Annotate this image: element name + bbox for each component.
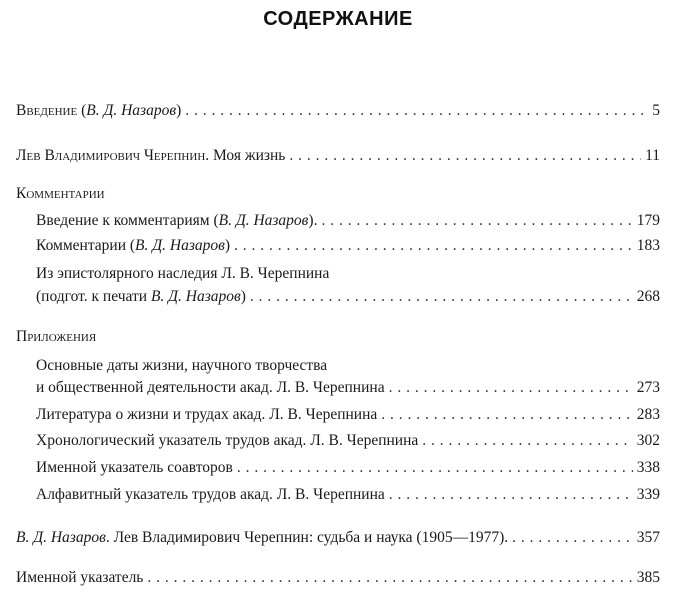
section-heading-comments: Комментарии [16, 185, 105, 202]
entry-author: В. Д. Назаров [135, 237, 225, 254]
toc-entry-name-index[interactable] [16, 567, 660, 589]
toc-entry-chronological-index[interactable] [36, 430, 660, 452]
page-title: СОДЕРЖАНИЕ [263, 8, 413, 30]
toc-entry-label: Литература о жизни и трудах акад. Л. В. Черепнина [36, 406, 378, 423]
toc-entry-letters[interactable] [36, 286, 660, 308]
toc-entry-comments[interactable] [36, 235, 660, 257]
toc-entry-label: Алфавитный указатель трудов акад. Л. В. Черепнина [36, 486, 385, 503]
intro-paren-open: ( [77, 102, 87, 119]
toc-page-number: 283 [636, 406, 660, 423]
intro-paren-close: ) [176, 102, 182, 119]
toc-entry-dates[interactable] [36, 377, 660, 399]
toc-entry-nazarov-essay[interactable] [16, 527, 660, 549]
entry-label: Введение к комментариям ( [36, 212, 219, 229]
toc-page-number: 268 [636, 288, 660, 305]
entry-author: В. Д. Назаров [16, 529, 106, 546]
toc-entry-label [36, 235, 230, 257]
dot-leader [289, 145, 641, 167]
toc-page-number: 11 [645, 147, 660, 164]
my-life-author: Лев Владимирович Черепнин [16, 147, 206, 164]
dot-leader [237, 457, 633, 479]
toc-entry-label [16, 100, 181, 122]
toc-page-number: 385 [636, 569, 660, 586]
toc-entry-dates-line1: Основные даты жизни, научного творчества [36, 357, 328, 374]
dot-leader [381, 404, 632, 426]
section-heading-appendix: Приложения [16, 328, 97, 345]
toc-entry-label [16, 527, 508, 549]
dot-leader [389, 484, 633, 506]
toc-entry-label [36, 210, 317, 232]
toc-entry-label [16, 145, 285, 167]
toc-page-number: 179 [636, 212, 660, 229]
dot-leader [512, 527, 633, 549]
toc-entry-alphabetical-index[interactable] [36, 484, 660, 506]
entry-label: Комментарии ( [36, 237, 136, 254]
dot-leader [147, 567, 632, 589]
entry-label: (подгот. к печати [36, 288, 151, 305]
entry-close: ) [224, 237, 231, 254]
toc-page-number: 273 [636, 379, 660, 396]
toc-entry-my-life[interactable] [16, 145, 660, 167]
toc-page-number: 339 [636, 486, 660, 503]
entry-close: ) [240, 288, 246, 305]
dot-leader [250, 286, 633, 308]
my-life-title: . Моя жизнь [205, 147, 286, 164]
toc-entry-coauthor-index[interactable] [36, 457, 660, 479]
dot-leader [185, 100, 648, 122]
dot-leader [321, 210, 632, 232]
toc-page-number: 357 [636, 529, 660, 546]
entry-author: В. Д. Назаров [218, 212, 309, 229]
dot-leader [234, 235, 633, 257]
toc-entry-label: Именной указатель [16, 569, 144, 586]
toc-page-number: 183 [636, 237, 660, 254]
toc-entry-literature[interactable] [36, 404, 660, 426]
toc-entry-intro[interactable] [16, 100, 660, 122]
toc-entry-label: и общественной деятельности акад. Л. В. Черепнина [36, 379, 385, 396]
toc-page-number: 302 [636, 432, 660, 449]
toc-entry-comments-intro[interactable] [36, 210, 660, 232]
toc-entry-label: Хронологический указатель трудов акад. Л. В. Черепнина [36, 432, 419, 449]
toc-entry-label [36, 286, 246, 308]
entry-close: ). [308, 212, 318, 229]
toc-entry-letters-line1: Из эпистолярного наследия Л. В. Черепнина [36, 265, 330, 282]
intro-author: В. Д. Назаров [86, 102, 177, 119]
dot-leader [389, 377, 633, 399]
toc-page-number: 338 [636, 459, 660, 476]
intro-label: Введение [16, 102, 78, 119]
toc-entry-label: Именной указатель соавторов [36, 459, 233, 476]
toc-page-number: 5 [652, 102, 660, 119]
entry-label: . Лев Владимирович Черепнин: судьба и наука (1905—1977). [105, 529, 509, 546]
entry-author: В. Д. Назаров [150, 288, 241, 305]
dot-leader [422, 430, 632, 452]
